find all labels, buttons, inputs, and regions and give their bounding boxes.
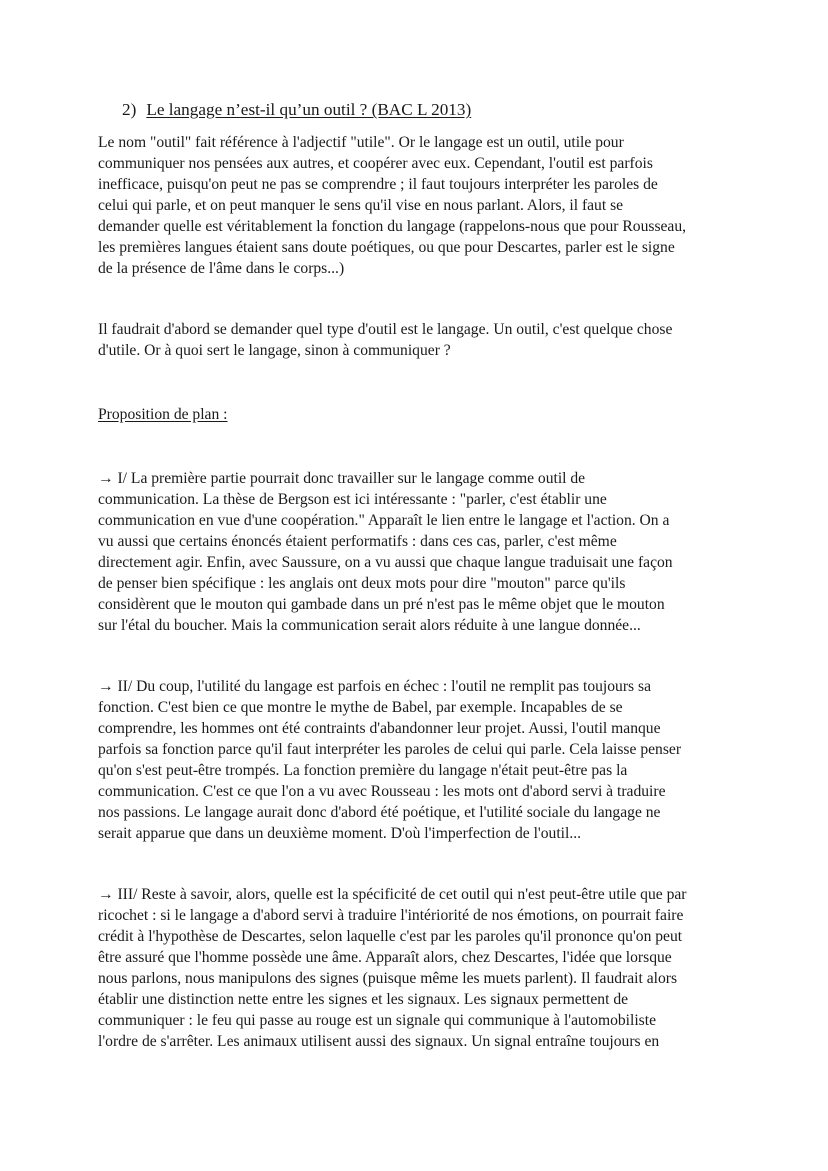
text-line: qu'on s'est peut-être trompés. La fonction première du langage n'était peut-être pas la: [98, 762, 628, 779]
plan-heading: Proposition de plan :: [98, 406, 228, 423]
text-line: Le nom "outil" fait référence à l'adjectif "utile". Or le langage est un outil, utile pour: [98, 134, 624, 151]
text-line: parfois sa fonction parce qu'il faut interpréter les paroles de celui qui parle. Cela laisse penser: [98, 741, 682, 758]
text-line: établir une distinction nette entre les signes et les signaux. Les signaux permettent de: [98, 991, 629, 1008]
text-line: les premières langues étaient sans doute poétiques, ou que pour Descartes, parler est le signe: [98, 239, 675, 256]
question-paragraph: [98, 319, 738, 361]
text-line: directement agir. Enfin, avec Saussure, on a vu aussi que chaque langue traduisait une façon: [98, 554, 673, 571]
text-line: communication. C'est ce que l'on a vu avec Rousseau : les mots ont d'abord servi à traduire: [98, 783, 666, 800]
text-line: → II/ Du coup, l'utilité du langage est parfois en échec : l'outil ne remplit pas toujours sa: [98, 678, 651, 695]
part-three-paragraph: [98, 884, 738, 1052]
text-line: comprendre, les hommes ont été contraints d'abandonner leur projet. Aussi, l'outil manque: [98, 720, 661, 737]
text-line: serait apparue que dans un deuxième moment. D'où l'imperfection de l'outil...: [98, 825, 582, 842]
text-line: communiquer : le feu qui passe au rouge est un signale qui communique à l'automobiliste: [98, 1012, 656, 1029]
part-two-paragraph: [98, 676, 738, 844]
text-line: crédit à l'hypothèse de Descartes, selon laquelle c'est par les paroles qu'il prononce qu'on peut: [98, 928, 683, 945]
text-line: être assuré que l'homme possède une âme. Apparaît alors, chez Descartes, l'idée que lorsque: [98, 949, 672, 966]
text-line: fonction. C'est bien ce que montre le mythe de Babel, par exemple. Incapables de se: [98, 699, 623, 716]
text-line: nos passions. Le langage aurait donc d'abord été poétique, et l'utilité sociale du langage ne: [98, 804, 661, 821]
text-line: inefficace, puisqu'on peut ne pas se comprendre ; il faut toujours interpréter les paroles de: [98, 176, 658, 193]
text-line: communiquer nos pensées aux autres, et coopérer avec eux. Cependant, l'outil est parfois: [98, 155, 653, 172]
text-line: l'ordre de s'arrêter. Les animaux utilisent aussi des signaux. Un signal entraîne toujours en: [98, 1033, 660, 1050]
section-heading: [122, 99, 471, 121]
text-line: considèrent que le mouton qui gambade dans un pré n'est pas le même objet que le mouton: [98, 596, 665, 613]
section-title: Le langage n’est-il qu’un outil ? (BAC L 2013): [146, 100, 472, 119]
text-line: de penser bien spécifique : les anglais ont deux mots pour dire "mouton" parce qu'ils: [98, 575, 626, 592]
text-line: de la présence de l'âme dans le corps...): [98, 260, 345, 277]
text-line: celui qui parle, et on peut manquer le sens qu'il vise en nous parlant. Alors, il faut se: [98, 197, 624, 214]
text-line: sur l'étal du boucher. Mais la communication serait alors réduite à une langue donnée...: [98, 617, 641, 634]
text-line: ricochet : si le langage a d'abord servi à traduire l'intériorité de nos émotions, on pourrait faire: [98, 907, 684, 924]
text-line: vu aussi que certains énoncés étaient performatifs : dans ces cas, parler, c'est même: [98, 533, 617, 550]
intro-paragraph: [98, 132, 738, 279]
text-line: nous parlons, nous manipulons des signes (puisque même les muets parlent). Il faudrait alors: [98, 970, 678, 987]
text-line: → I/ La première partie pourrait donc travailler sur le langage comme outil de: [98, 470, 586, 487]
text-line: communication. La thèse de Bergson est ici intéressante : "parler, c'est établir une: [98, 491, 607, 508]
text-line: Il faudrait d'abord se demander quel type d'outil est le langage. Un outil, c'est quelque chose: [98, 321, 673, 338]
text-line: d'utile. Or à quoi sert le langage, sinon à communiquer ?: [98, 342, 451, 359]
section-number: 2): [122, 100, 137, 119]
text-line: communication en vue d'une coopération." Apparaît le lien entre le langage et l'action. On a: [98, 512, 670, 529]
text-line: → III/ Reste à savoir, alors, quelle est la spécificité de cet outil qui n'est peut-être utile que par: [98, 886, 687, 903]
text-line: demander quelle est véritablement la fonction du langage (rappelons-nous que pour Rousseau,: [98, 218, 687, 235]
part-one-paragraph: [98, 468, 738, 636]
